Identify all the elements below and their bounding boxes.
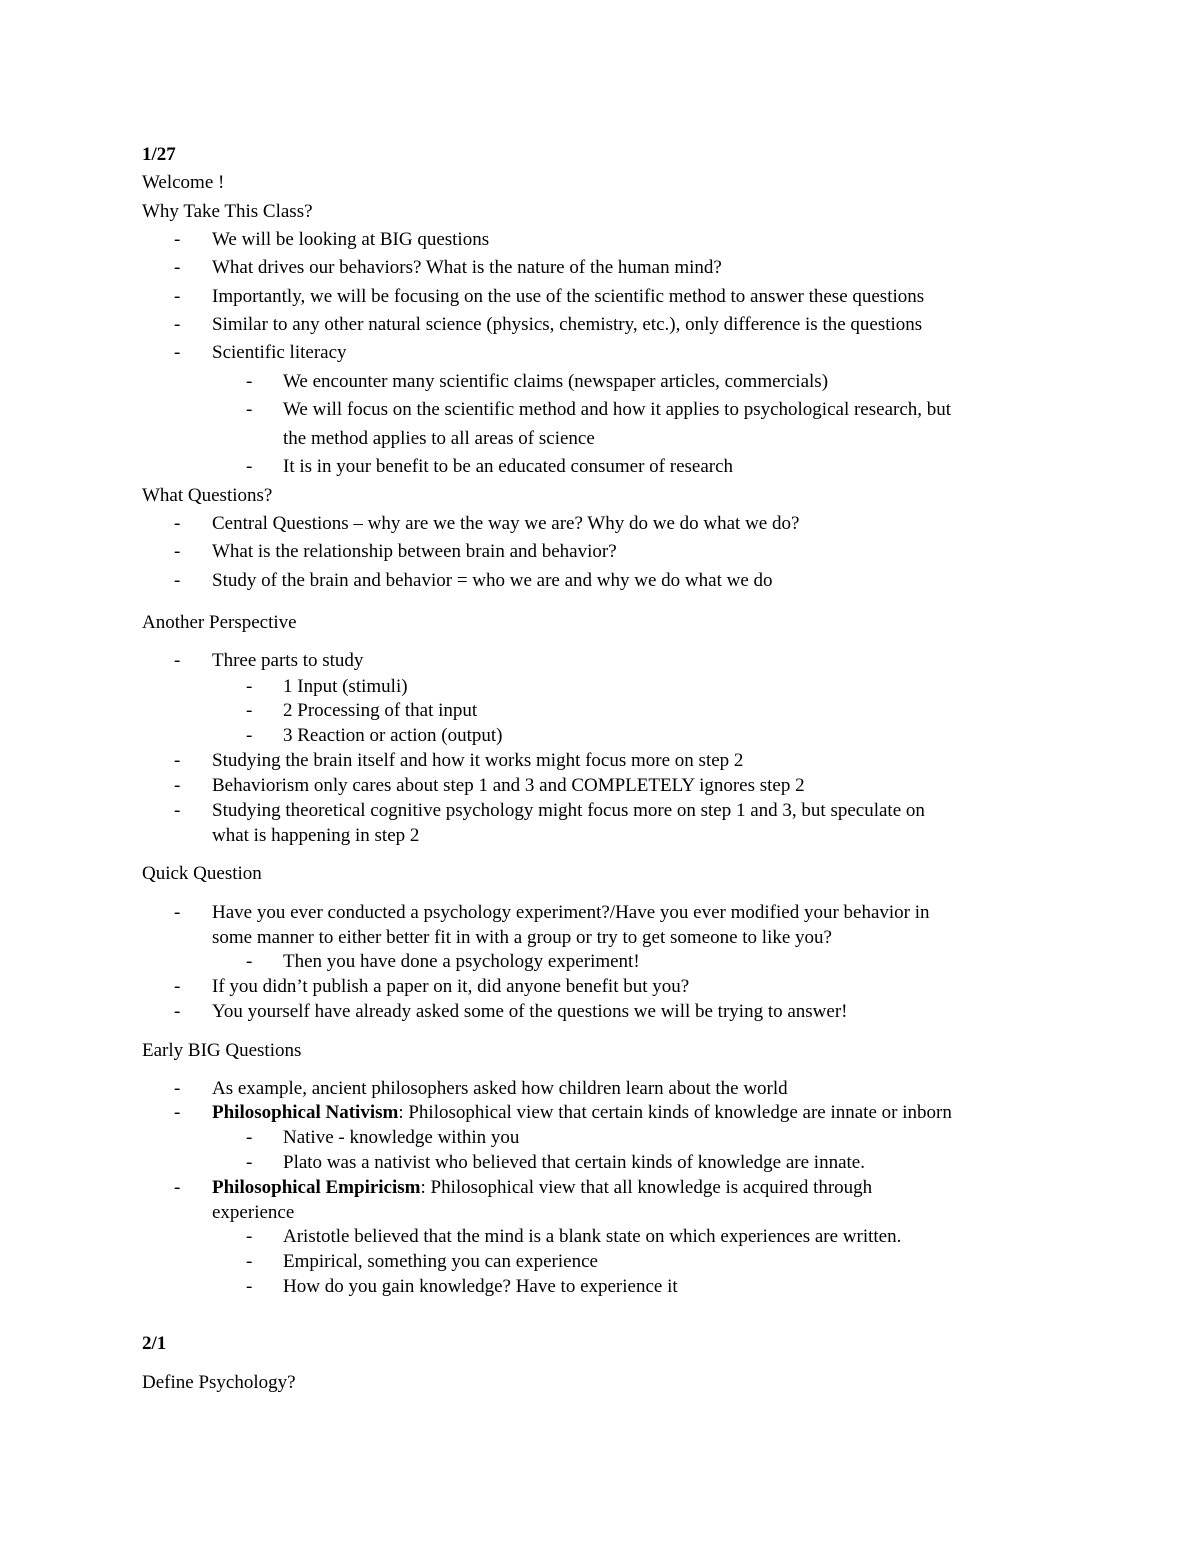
document-page: 1/27 Welcome ! Why Take This Class? - We will be looking at BIG questions - What drives our behaviors? What is the nature of the human mind? - Importantly, we will be focusing on the use of the scientific method to answer these questions - Similar to any other natural science (physics, chemistry, etc.), only difference is the questions - Scientific literacy - We encounter many scientific claims (newspaper articles, commercials) - We will focus on the scientific method and how it applies to psychological research, but the method applies to all areas of science - It is in your benefit to be an educated consumer of research What Questions? - Central Questions – why are we the way we are? Why do we do what we do? - What is the relationship between brain and behavior? - Study of the brain and behavior = who we are and why we do what we do Another Perspective - Three parts to study - 1 Input (stimuli) - 2 Processing of that input - 3 Reaction or action (output) - Studying the brain itself and how it works might focus more on step 2 - Behaviorism only cares about step 1 and 3 and COMPLETELY ignores step 2 - Studying theoretical cognitive psychology might focus more on step 1 and 3, but speculate on what is happening in step 2 Quick Question - Have you ever conducted a psychology experiment?/Have you ever modified your behavior in some manner to either better fit in with a group or try to get someone to like you? - Then you have done a psychology experiment! - If you didn’t publish a paper on it, did anyone benefit but you? - You yourself have already asked some of the questions we will be trying to answer! Early BIG Questions - As example, ancient philosophers asked how children learn about the world - Philosophical Nativism: Philosophical view that certain kinds of knowledge are innate or inborn - Native - knowledge within you - Plato was a nativist who believed that certain kinds of knowledge are innate. - Philosophical Empiricism: Philosophical view that all knowledge is acquired through experience - Aristotle believed that the mind is a blank state on which experiences are written. - Empirical, something you can experience - How do you gain knowledge? Have to experience it 2/1 Define Psychology? <box>142 144 952 1393</box>
welcome-text: Welcome ! <box>142 172 225 193</box>
define-heading: Define Psychology? <box>142 1372 296 1393</box>
term-empiricism: Philosophical Empiricism <box>212 1177 421 1198</box>
date-heading: 2/1 <box>142 1333 167 1354</box>
section-heading-another: Another Perspective <box>142 612 297 633</box>
section-heading-early: Early BIG Questions <box>142 1040 302 1061</box>
section-heading-quick: Quick Question <box>142 863 262 884</box>
date-heading: 1/27 <box>142 144 176 165</box>
section-heading-why: Why Take This Class? <box>142 201 313 222</box>
section-heading-what: What Questions? <box>142 485 273 506</box>
term-nativism: Philosophical Nativism <box>212 1102 399 1123</box>
